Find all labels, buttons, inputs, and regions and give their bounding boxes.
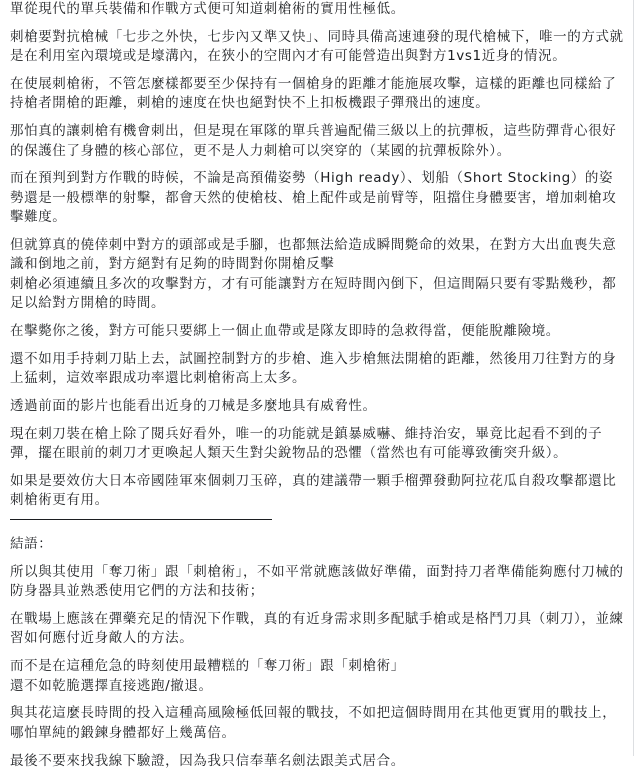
- paragraph-3: 在使展刺槍術，不管怎麼樣都要至少保持有一個槍身的距離才能施展攻擊，這樣的距離也同樣給了持槍者開槍的距離，刺槍的速度在快也絕對快不上扣板機跟子彈飛出的速度。: [10, 75, 617, 112]
- content-edge-rule: [633, 0, 634, 756]
- paragraph-7: 在擊斃你之後，對方可能只要綁上一個止血帶或是隊友即時的急救得當，便能脫離險境。: [10, 323, 560, 340]
- paragraph-6: 但就算真的僥倖刺中對方的頭部或是手腳，也都無法給造成瞬間斃命的效果，在對方大出血喪失意識和倒地之前，對方絕對有足夠的時間對你開槍反擊 刺槍必須連續且多次的攻擊對方，才有可能讓對方在短時間內倒下，但這間隔只要有零點幾秒，都足以給對方開槍的時間。: [10, 236, 617, 312]
- paragraph-1: 單從現代的單兵裝備和作戰方式便可知道刺槍術的實用性極低。: [10, 1, 405, 17]
- paragraph-4: 那怕真的讓刺槍有機會刺出，但是現在軍隊的單兵普遍配備三級以上的抗彈板，這些防彈背心很好的保護住了身體的核心部位，更不是人力刺槍可以突穿的（某國的抗彈板除外）。: [10, 123, 617, 159]
- post-body: [10, 0, 627, 779]
- paragraph-8: 還不如用手持刺刀貼上去，試圖控制對方的步槍、進入步槍無法開槍的距離，然後用刀往對方的身上猛刺，這效率跟成功率還比刺槍術高上太多。: [10, 350, 617, 387]
- conclusion-paragraph-4: 與其花這麼長時間的投入這種高風險極低回報的戰技，不如把這個時間用在其他更實用的戰技上，哪怕單純的鍛鍊身體都好上幾萬倍。: [10, 705, 617, 741]
- conclusion-heading: 結語：: [10, 536, 53, 553]
- paragraph-10: 現在刺刀裝在槍上除了閱兵好看外，唯一的功能就是鎮暴威嚇、維持治安，畢竟比起看不到的子彈，擺在眼前的刺刀才更喚起人類天生對尖銳物品的恐懼（當然也有可能導致衝突升級）。: [10, 425, 603, 462]
- paragraph-9: 透過前面的影片也能看出近身的刀械是多麼地具有威脅性。: [10, 398, 377, 414]
- conclusion-paragraph-3: 而不是在這種危急的時刻使用最糟糕的「奪刀術」跟「刺槍術」 還不如乾脆選擇直接逃跑/撤退。: [10, 658, 405, 694]
- conclusion-paragraph-1: 所以與其使用「奪刀術」跟「刺槍術」，不如平常就應該做好準備，面對持刀者準備能夠應付刀械的防身器具並熟悉使用它們的方法和技術；: [10, 563, 624, 600]
- paragraph-2: 刺槍要對抗槍械「七步之外快，七步內又準又快」、同時具備高速連發的現代槍械下，唯一的方式就是在利用室內環境或是壕溝內，在狹小的空間內才有可能營造出與對方1vs1近身的情況。: [10, 28, 624, 65]
- paragraph-5: 而在預判到對方作戰的時候，不論是高預備姿勢（High ready）、划船（Short Stocking）的姿勢還是一般標準的射擊，都會天然的使槍枝、槍上配件或是前臂等，阻擋住身體要害，增加刺槍攻擊難度。: [10, 170, 617, 226]
- conclusion-paragraph-2: 在戰場上應該在彈藥充足的情況下作戰，真的有近身需求則多配賦手槍或是格鬥刀具（刺刀），並練習如何應付近身敵人的方法。: [10, 610, 624, 647]
- paragraph-11: 如果是要效仿大日本帝國陸軍來個刺刀玉碎，真的建議帶一顆手榴彈發動阿拉花瓜自殺攻擊都還比刺槍術更有用。: [10, 472, 617, 509]
- conclusion-paragraph-5: 最後不要來找我線下驗證，因為我只信奉華名劍法跟美式居合。: [10, 752, 405, 769]
- section-divider: [10, 519, 272, 520]
